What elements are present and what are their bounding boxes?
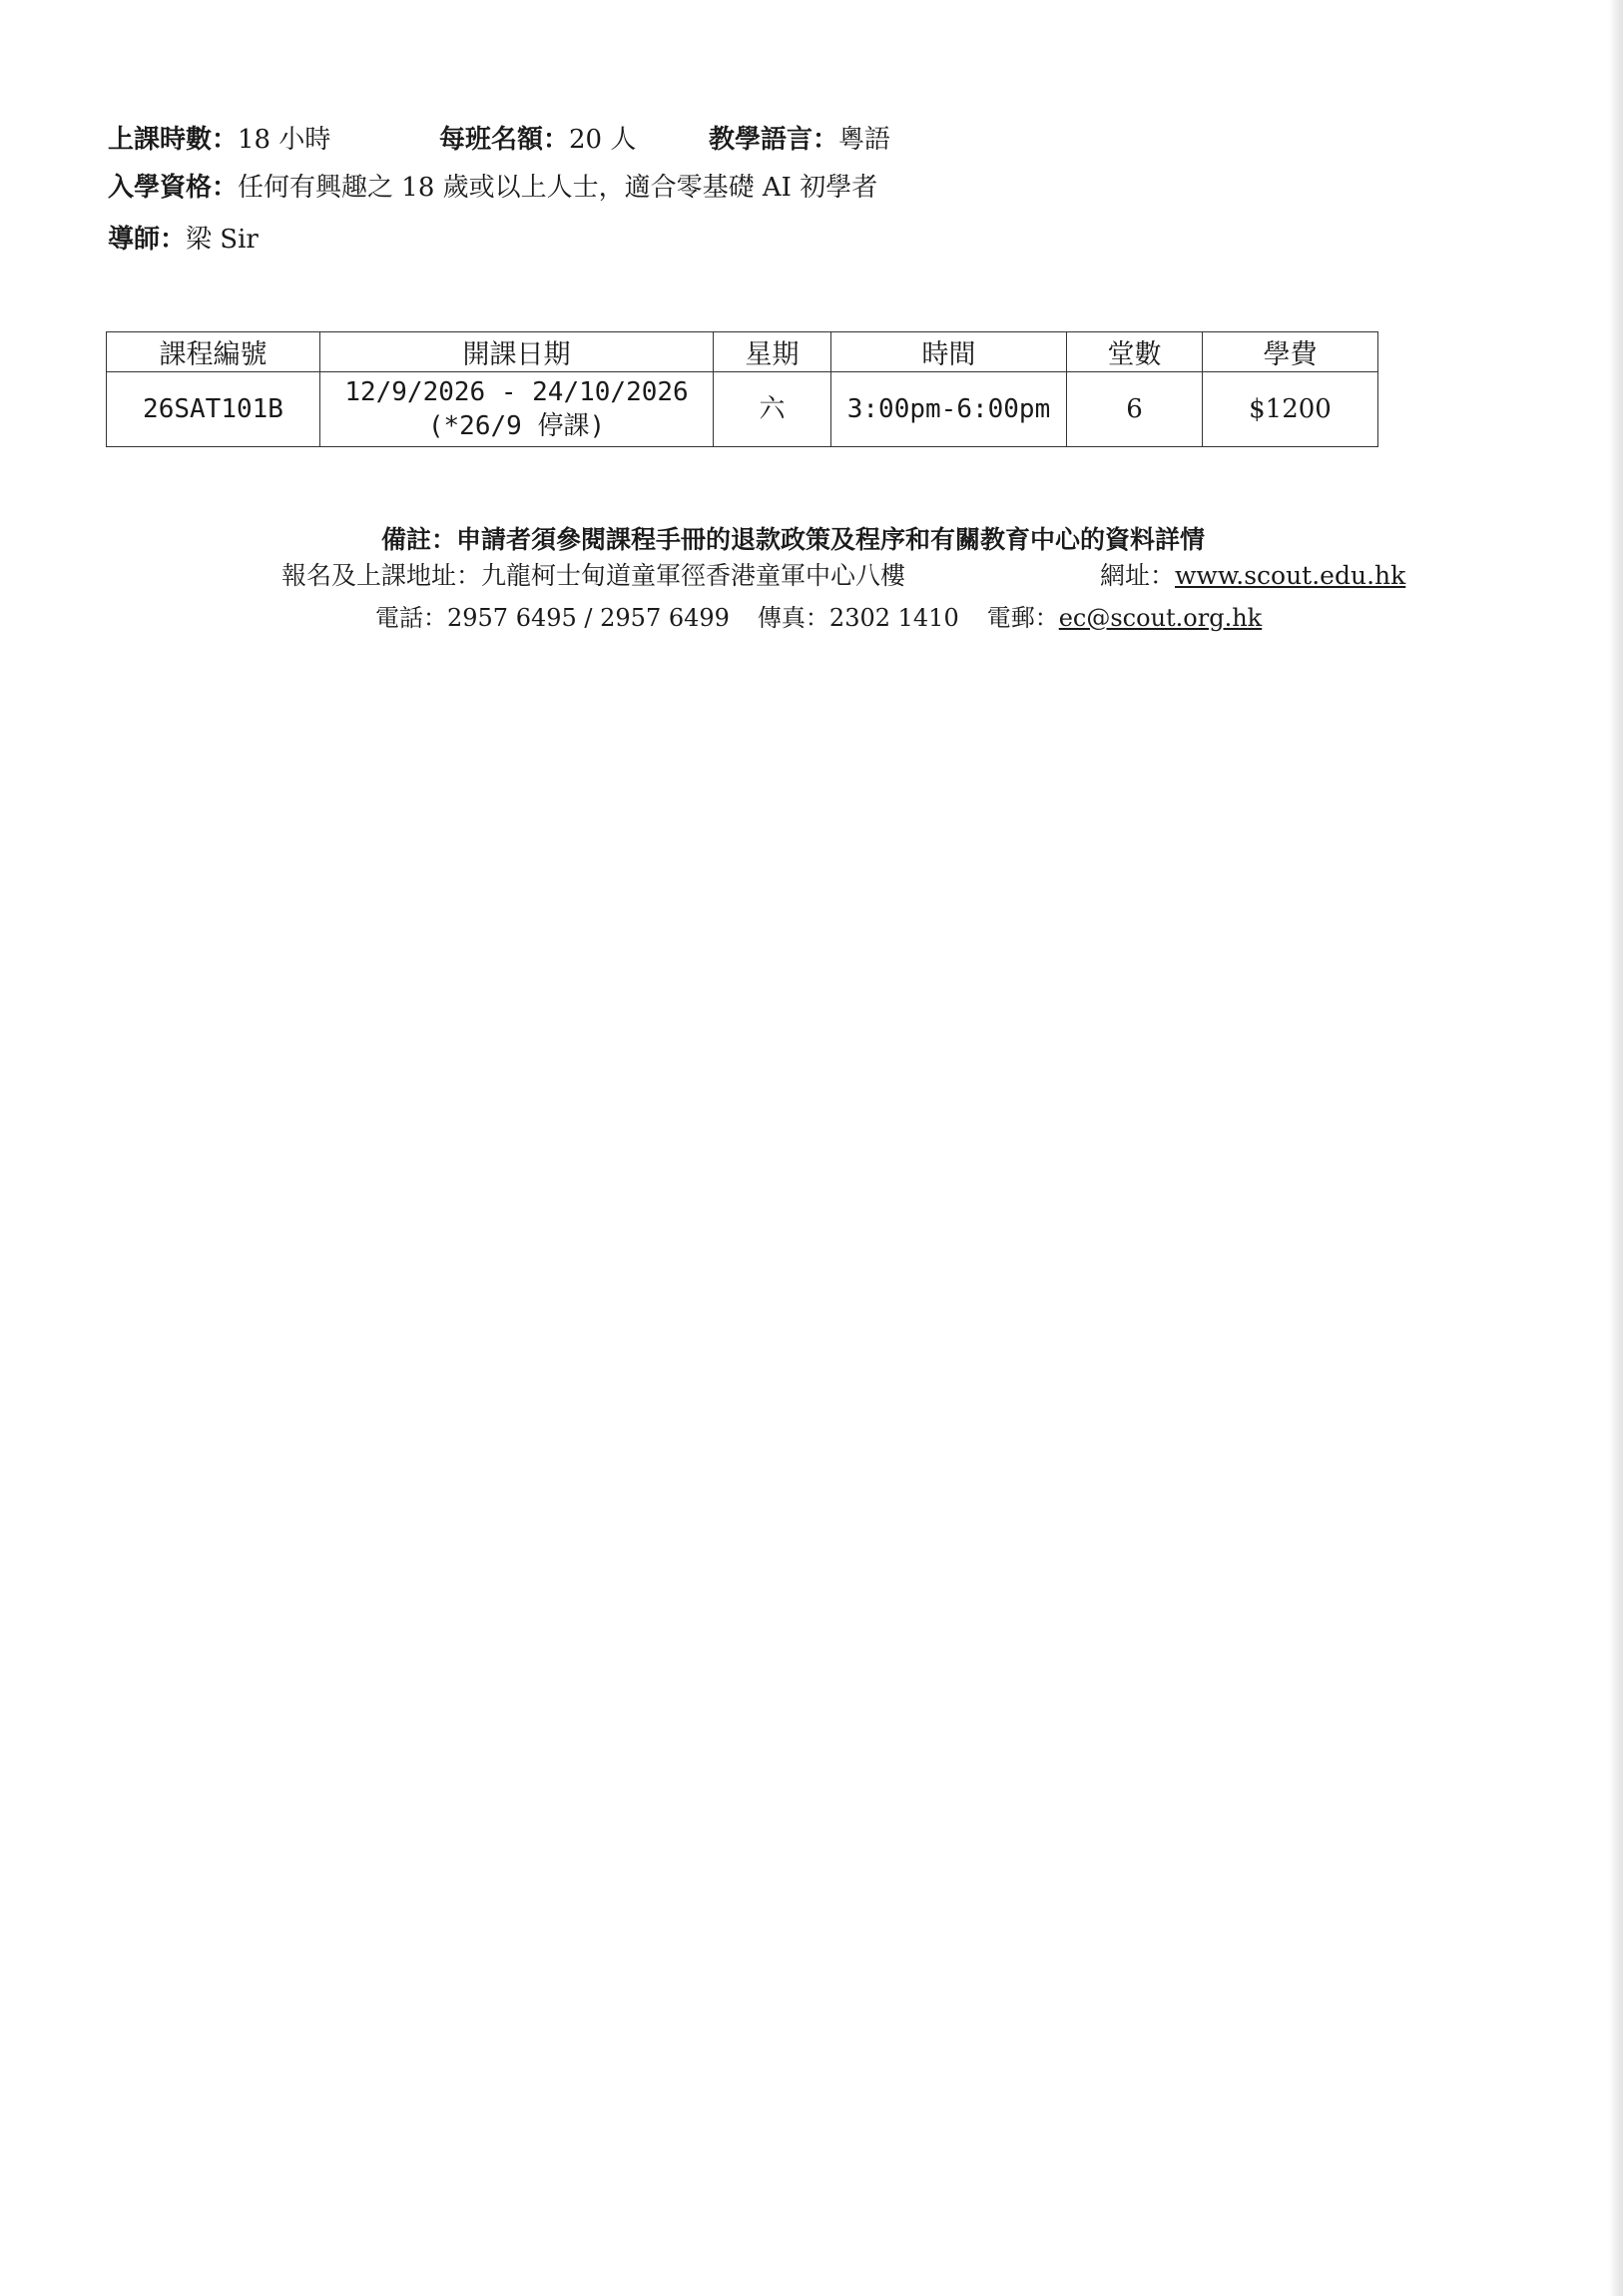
hours-label: 上課時數： xyxy=(108,125,239,155)
language-field xyxy=(709,122,890,158)
website-link[interactable]: www.scout.edu.hk xyxy=(1175,561,1406,590)
table-row xyxy=(107,372,1378,447)
header-time: 時間 xyxy=(831,332,1067,372)
email-label: 電郵： xyxy=(986,604,1059,632)
cell-course-code: 26SAT101B xyxy=(107,372,320,447)
eligibility-label: 入學資格： xyxy=(108,173,239,203)
address-label: 報名及上課地址： xyxy=(281,561,482,590)
header-sessions: 堂數 xyxy=(1067,332,1203,372)
language-label: 教學語言： xyxy=(709,125,839,155)
cell-start-date xyxy=(320,372,714,447)
header-fee: 學費 xyxy=(1203,332,1378,372)
hours-field xyxy=(108,122,330,158)
date-range: 12/9/2026 - 24/10/2026 xyxy=(344,377,689,407)
course-schedule-table xyxy=(106,331,1378,447)
header-start-date: 開課日期 xyxy=(320,332,714,372)
address-value: 九龍柯士甸道童軍徑香港童軍中心八樓 xyxy=(481,561,906,590)
header-course-code: 課程編號 xyxy=(107,332,320,372)
phone-value: 2957 6495 / 2957 6499 xyxy=(447,604,730,632)
date-note: (*26/9 停課) xyxy=(427,411,606,441)
cell-time: 3:00pm-6:00pm xyxy=(831,372,1067,447)
language-value: 粵語 xyxy=(838,125,891,155)
hours-value: 18 小時 xyxy=(238,125,331,155)
cell-fee: $1200 xyxy=(1203,372,1378,447)
tutor-value: 梁 Sir xyxy=(186,225,259,255)
website-label: 網址： xyxy=(1100,561,1176,590)
fax-value: 2302 1410 xyxy=(828,604,959,632)
class-size-field xyxy=(439,122,636,158)
remark-note: 備註：申請者須參閱課程手冊的退款政策及程序和有關教育中心的資料詳情 xyxy=(381,525,1206,554)
eligibility-value: 任何有興趣之 18 歲或以上人士，適合零基礎 AI 初學者 xyxy=(238,173,878,203)
page-edge-shadow xyxy=(1609,0,1623,2296)
website-field xyxy=(1100,559,1405,593)
phone-label: 電話： xyxy=(375,604,447,632)
class-size-label: 每班名額： xyxy=(439,125,570,155)
cell-weekday: 六 xyxy=(714,372,831,447)
cell-sessions: 6 xyxy=(1067,372,1203,447)
tutor-label: 導師： xyxy=(108,225,187,255)
class-size-value: 20 人 xyxy=(569,125,637,155)
tutor-line xyxy=(108,222,259,258)
header-weekday: 星期 xyxy=(714,332,831,372)
table-header-row xyxy=(107,332,1378,372)
email-link[interactable]: ec@scout.org.hk xyxy=(1058,604,1263,632)
address-line xyxy=(281,559,1623,593)
fax-label: 傳真： xyxy=(757,604,829,632)
eligibility-line xyxy=(108,170,877,206)
contact-line xyxy=(375,601,1623,635)
